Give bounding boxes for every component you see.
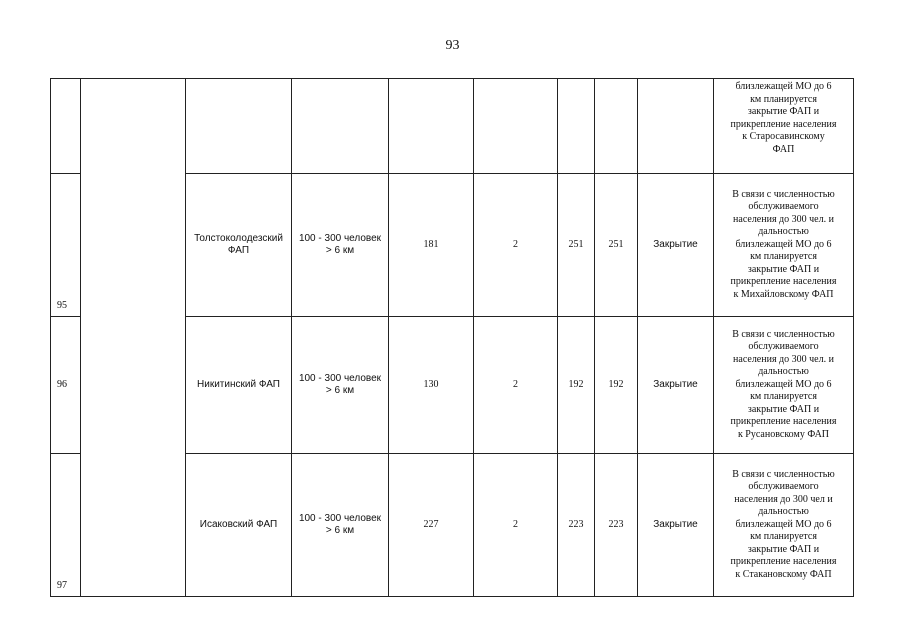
note-line: дальностью	[758, 226, 809, 238]
note-line: км планируется	[750, 391, 817, 403]
facility-name-cell	[186, 79, 292, 174]
note-line: В связи с численностью	[732, 328, 835, 340]
value-cell-3: 251	[558, 174, 595, 317]
value-cell-1: 130	[389, 317, 474, 454]
value-cell-4: 223	[595, 454, 638, 597]
value-cell-1	[389, 79, 474, 174]
note-line: закрытие ФАП и	[747, 106, 820, 117]
note-line: населения до 300 чел и	[734, 493, 833, 505]
note-cell	[714, 79, 854, 174]
note-line: дальностью	[758, 366, 809, 378]
row-number-cell: 97	[51, 454, 81, 597]
category-cell: 100 - 300 человек > 6 км	[292, 174, 389, 317]
note-line: закрытие ФАП и	[747, 543, 820, 555]
note-line: В связи с численностью	[732, 188, 835, 200]
note-line: В связи с численностью	[732, 468, 835, 480]
note-line: закрытие ФАП и	[747, 263, 820, 275]
value-cell-2: 2	[474, 317, 558, 454]
note-cell	[714, 174, 854, 317]
note-line: близлежащей МО до 6	[735, 81, 832, 92]
action-cell	[638, 79, 714, 174]
note-line: обслуживаемого	[748, 201, 819, 213]
action-cell: Закрытие	[638, 317, 714, 454]
page-number: 93	[445, 38, 460, 53]
value-cell-4: 251	[595, 174, 638, 317]
category-cell: 100 - 300 человек > 6 км	[292, 317, 389, 454]
note-line: ФАП	[772, 143, 795, 155]
note-cell	[714, 454, 854, 597]
note-cell	[714, 317, 854, 454]
value-cell-1: 181	[389, 174, 474, 317]
note-line: близлежащей МО до 6	[735, 238, 832, 250]
facility-name-cell: Исаковский ФАП	[186, 454, 292, 597]
note-line: прикрепление населения	[730, 118, 837, 130]
note-line: обслуживаемого	[748, 341, 819, 353]
note-line: близлежащей МО до 6	[735, 378, 832, 390]
row-number-cell	[51, 79, 81, 174]
value-cell-1: 227	[389, 454, 474, 597]
row-number-cell: 95	[51, 174, 81, 317]
note-line: населения до 300 чел. и	[733, 353, 834, 365]
table-row	[51, 79, 854, 174]
value-cell-2: 2	[474, 454, 558, 597]
value-cell-2: 2	[474, 174, 558, 317]
note-line: закрытие ФАП и	[747, 403, 820, 415]
note-line: км планируется	[750, 251, 817, 263]
category-cell	[292, 79, 389, 174]
facility-name-cell: Никитинский ФАП	[186, 317, 292, 454]
note-line: близлежащей МО до 6	[735, 518, 832, 530]
note-line: населения до 300 чел. и	[733, 213, 834, 225]
note-line: км планируется	[750, 531, 817, 543]
note-line: дальностью	[758, 506, 809, 518]
value-cell-3	[558, 79, 595, 174]
note-line: прикрепление населения	[730, 556, 837, 568]
note-line: к Стакановскому ФАП	[735, 568, 832, 580]
value-cell-3: 192	[558, 317, 595, 454]
note-line: к Михайловскому ФАП	[733, 288, 834, 300]
action-cell: Закрытие	[638, 174, 714, 317]
category-cell: 100 - 300 человек > 6 км	[292, 454, 389, 597]
note-line: к Старосавинскому	[742, 131, 825, 142]
note-line: обслуживаемого	[748, 481, 819, 493]
district-cell	[81, 79, 186, 597]
note-line: км планируется	[750, 93, 817, 105]
note-line: к Русановскому ФАП	[737, 428, 830, 440]
value-cell-4	[595, 79, 638, 174]
value-cell-3: 223	[558, 454, 595, 597]
fap-table	[50, 78, 854, 597]
action-cell: Закрытие	[638, 454, 714, 597]
row-number-cell: 96	[51, 317, 81, 454]
facility-name-cell: Толстоколодезский ФАП	[186, 174, 292, 317]
value-cell-4: 192	[595, 317, 638, 454]
value-cell-2	[474, 79, 558, 174]
note-line: прикрепление населения	[730, 276, 837, 288]
note-line: прикрепление населения	[730, 416, 837, 428]
